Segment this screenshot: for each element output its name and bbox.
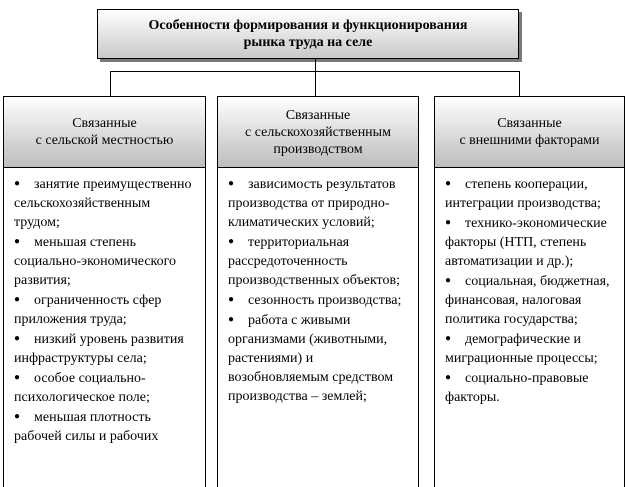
factor-list — [445, 174, 614, 407]
list-item: ● занятие преимущественно сельскохозяйственным трудом; — [14, 174, 195, 232]
bullet-icon: ● — [14, 294, 21, 305]
bullet-icon: ● — [445, 372, 452, 383]
column-header-agricultural-label: Связанные с сельскохозяйственным производством — [245, 107, 391, 157]
list-item: ● низкий уровень развития инфраструктуры села; — [14, 329, 195, 368]
connector-right — [519, 71, 520, 96]
bullet-icon: ● — [14, 372, 21, 383]
bullet-icon: ● — [445, 275, 452, 286]
bullet-icon: ● — [14, 236, 21, 247]
bullet-icon: ● — [14, 411, 21, 422]
diagram-title-box — [97, 9, 519, 59]
column-header-rural-label: Связанные с сельской местностью — [35, 116, 174, 148]
list-item: ● зависимость результатов производства от природно-климатических условий; — [228, 174, 408, 232]
bullet-icon: ● — [445, 333, 452, 344]
list-item: ● особое социально-психологическое поле; — [14, 368, 195, 407]
list-item: ● меньшая степень социально-экономического развития; — [14, 232, 195, 290]
bullet-icon: ● — [14, 333, 21, 344]
list-item: ● социально-правовые факторы. — [445, 368, 614, 407]
bullet-icon: ● — [228, 314, 235, 325]
column-body-agricultural — [217, 168, 419, 487]
factor-list — [228, 174, 408, 406]
list-item: ● сезонность производства; — [228, 290, 408, 310]
connector-middle — [315, 71, 316, 96]
factor-list — [14, 174, 195, 446]
column-header-rural — [3, 96, 206, 168]
bullet-icon: ● — [228, 236, 235, 247]
column-body-external — [434, 168, 625, 487]
list-item: ● социальная, бюджетная, финансовая, налоговая политика государства; — [445, 271, 614, 329]
bullet-icon: ● — [445, 178, 452, 189]
list-item: ● ограниченность сфер приложения труда; — [14, 290, 195, 329]
bullet-icon: ● — [228, 294, 235, 305]
list-item: ● степень кооперации, интеграции производства; — [445, 174, 614, 213]
list-item: ● меньшая плотность рабочей силы и рабочих — [14, 407, 195, 446]
column-header-external — [434, 96, 625, 168]
column-body-rural — [3, 168, 206, 487]
connector-trunk — [315, 59, 316, 71]
bullet-icon: ● — [445, 217, 452, 228]
column-header-external-label: Связанные с внешними факторами — [459, 116, 600, 148]
list-item: ● демографические и миграционные процессы; — [445, 329, 614, 368]
connector-left — [110, 71, 111, 96]
column-header-agricultural — [217, 96, 419, 168]
list-item: ● работа с живыми организмами (животными, растениями) и возобновляемым средством производства – землей; — [228, 310, 408, 406]
diagram-title: Особенности формирования и функционирования рынка труда на селе — [148, 18, 468, 50]
bullet-icon: ● — [228, 178, 235, 189]
list-item: ● технико-экономические факторы (НТП, степень автоматизации и др.); — [445, 213, 614, 271]
bullet-icon: ● — [14, 178, 21, 189]
list-item: ● территориальная рассредоточенность производственных объектов; — [228, 232, 408, 290]
